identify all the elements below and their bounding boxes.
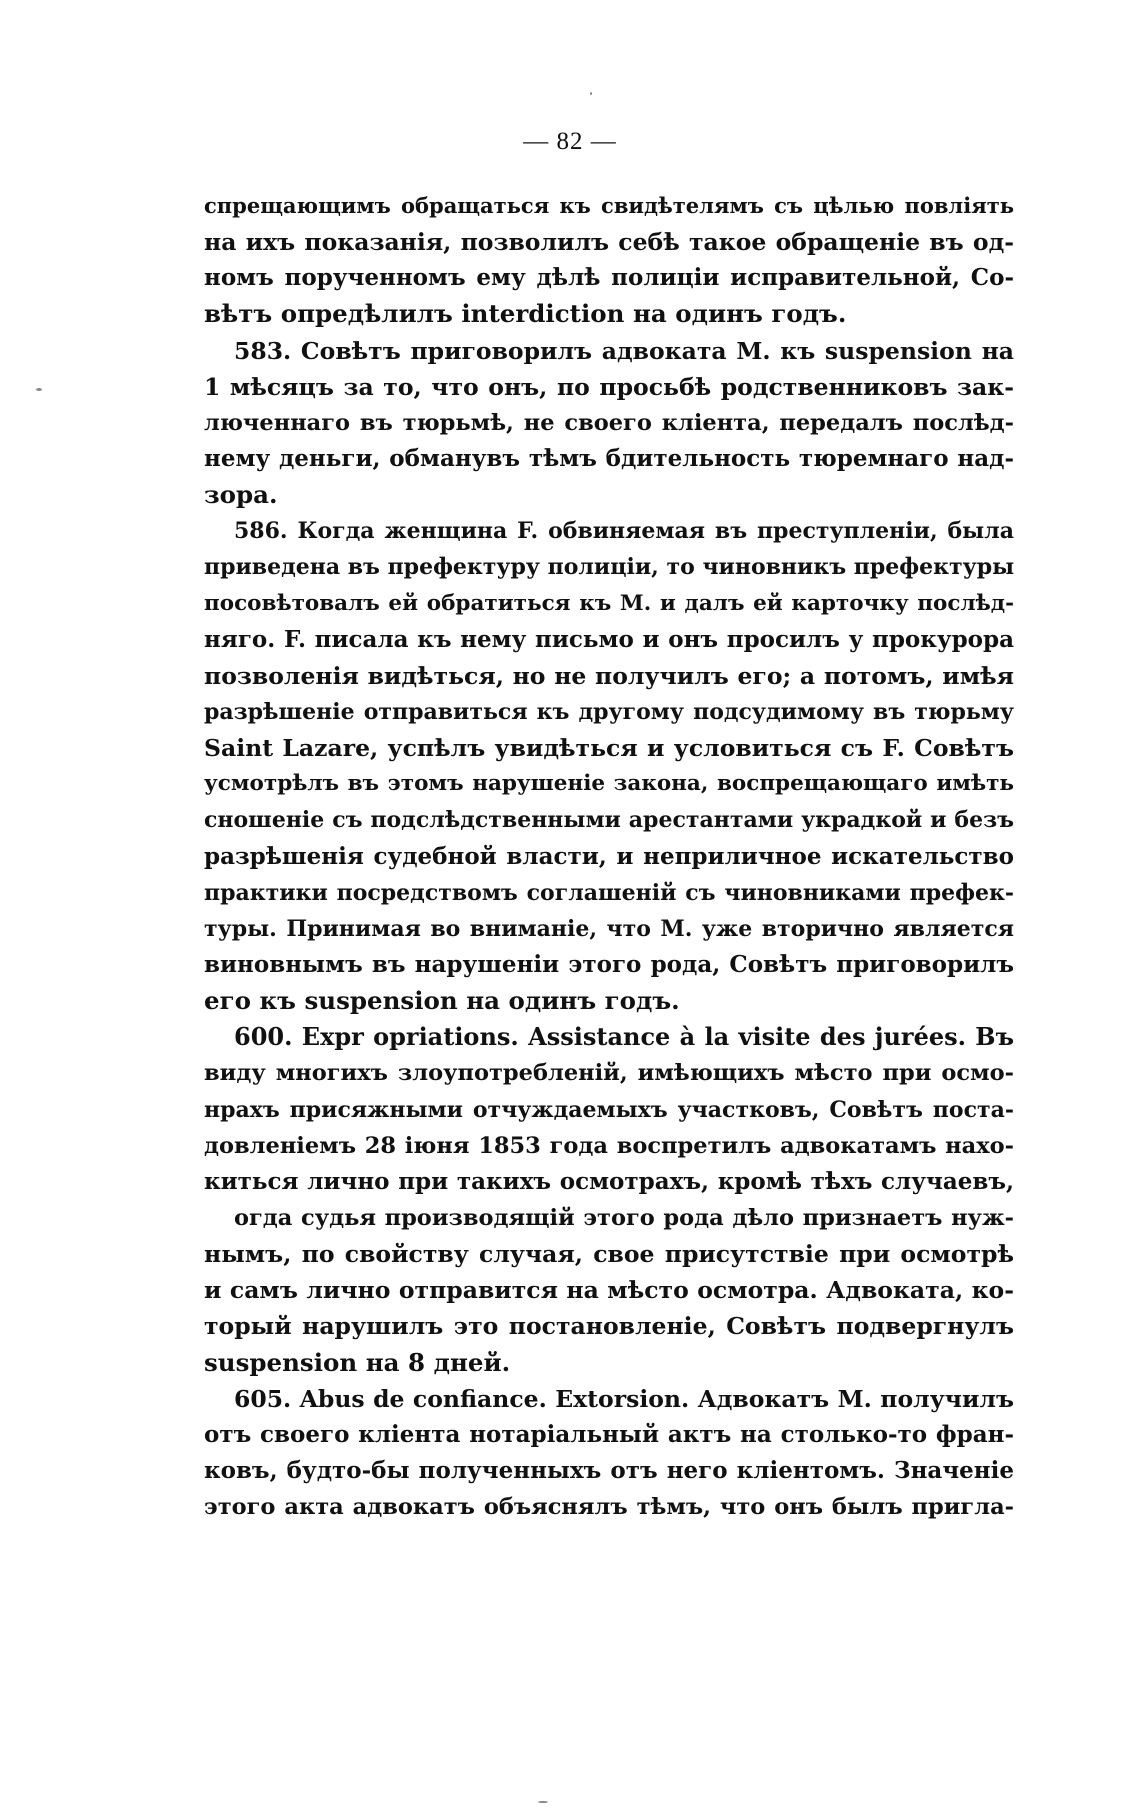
text-line: номъ порученномъ ему дѣлѣ полиціи исправительной, Со- xyxy=(204,264,1014,292)
text-line: виду многихъ злоупотребленій, имѣющихъ мѣсто при осмо- xyxy=(204,1060,1014,1087)
text-line: 586. Когда женщина F. обвиняемая въ преступленіи, была xyxy=(234,518,1014,545)
text-line: 605. Abus de confiance. Extorsion. Адвокатъ М. получилъ xyxy=(234,1384,1014,1413)
text-line: торый нарушилъ это постановленіе, Совѣтъ подвергнулъ xyxy=(204,1312,1014,1341)
text-line: ковъ, будто-бы полученныхъ отъ него кліентомъ. Значеніе xyxy=(204,1456,1014,1484)
text-line: разрѣшеніе отправиться къ другому подсудимому въ тюрьму xyxy=(204,698,1014,725)
text-line: вѣтъ опредѣлилъ interdiction на одинъ годъ. xyxy=(204,299,847,329)
text-line: виновнымъ въ нарушеніи этого рода, Совѣтъ приговорилъ xyxy=(204,950,1014,978)
text-line: посовѣтовалъ ей обратиться къ М. и далъ ей карточку послѣд- xyxy=(204,590,1014,616)
text-line: огда судья производящій этого рода дѣло признаетъ нуж- xyxy=(234,1204,1014,1231)
text-line: няго. F. писала къ нему письмо и онъ просилъ у прокурора xyxy=(204,625,1014,653)
scan-speck xyxy=(36,388,42,391)
paragraph-605 xyxy=(204,1381,1014,1526)
text-line: спрещающимъ обращаться къ свидѣтелямъ съ цѣлью повліять xyxy=(204,193,1014,218)
paragraph-586 xyxy=(204,513,1014,1019)
text-line: нымъ, по свойству случая, свое присутствіе при осмотрѣ xyxy=(204,1240,1014,1269)
text-line: люченнаго въ тюрьмѣ, не своего кліента, передалъ послѣд- xyxy=(204,409,1014,436)
text-line: разрѣшенія судебной власти, и неприличное искательство xyxy=(204,842,1014,870)
text-line: 600. Expr opriations. Assistance à la visite des jurées. Въ xyxy=(234,1022,1014,1052)
body-text xyxy=(204,188,1014,1525)
paragraph-600 xyxy=(204,1019,1014,1380)
text-line: сношеніе съ подслѣдственными арестантами украдкой и безъ xyxy=(204,807,1014,834)
text-line: его къ suspension на одинъ годъ. xyxy=(204,986,680,1016)
text-line: нему деньги, обманувъ тѣмъ бдительность тюремнаго над- xyxy=(204,444,1014,472)
text-line: Saint Lazare, успѣлъ увидѣться и условиться съ F. Совѣтъ xyxy=(204,734,1014,763)
text-line: киться лично при такихъ осмотрахъ, кромѣ тѣхъ случаевъ, xyxy=(204,1167,1014,1195)
text-line: приведена въ префектуру полиціи, то чиновникъ префектуры xyxy=(204,554,1015,581)
text-line: позволенія видѣться, но не получилъ его; а потомъ, имѣя xyxy=(204,661,1014,690)
text-line: suspension на 8 дней. xyxy=(204,1347,511,1377)
scan-speck xyxy=(538,1801,548,1803)
paragraph-583 xyxy=(204,333,1014,514)
page-number: — 82 — xyxy=(523,128,617,155)
text-line: 1 мѣсяцъ за то, что онъ, по просьбѣ родственниковъ зак- xyxy=(204,372,1014,401)
scan-speck xyxy=(590,92,592,95)
text-line: нрахъ присяжными отчуждаемыхъ участковъ, Совѣтъ поста- xyxy=(204,1096,1014,1123)
text-line: этого акта адвокатъ объяснялъ тѣмъ, что онъ былъ пригла- xyxy=(204,1494,1014,1521)
text-line: довленіемъ 28 іюня 1853 года воспретилъ адвокатамъ нахо- xyxy=(204,1132,1014,1159)
paragraph xyxy=(204,188,1014,333)
text-line: 583. Совѣтъ приговорилъ адвоката М. къ suspension на xyxy=(234,336,1014,365)
text-line: практики посредствомъ соглашеній съ чиновниками префек- xyxy=(204,879,1014,906)
text-line: на ихъ показанія, позволилъ себѣ такое обращеніе въ од- xyxy=(204,228,1014,257)
text-line: туры. Принимая во вниманіе, что М. уже вторично является xyxy=(204,915,1014,942)
text-line: усмотрѣлъ въ этомъ нарушеніе закона, воспрещающаго имѣть xyxy=(204,771,1014,797)
text-line: и самъ лично отправится на мѣсто осмотра. Адвоката, ко- xyxy=(204,1276,1014,1305)
text-line: зора. xyxy=(204,480,278,510)
text-line: отъ своего кліента нотаріальный актъ на столько-то фран- xyxy=(204,1420,1014,1448)
